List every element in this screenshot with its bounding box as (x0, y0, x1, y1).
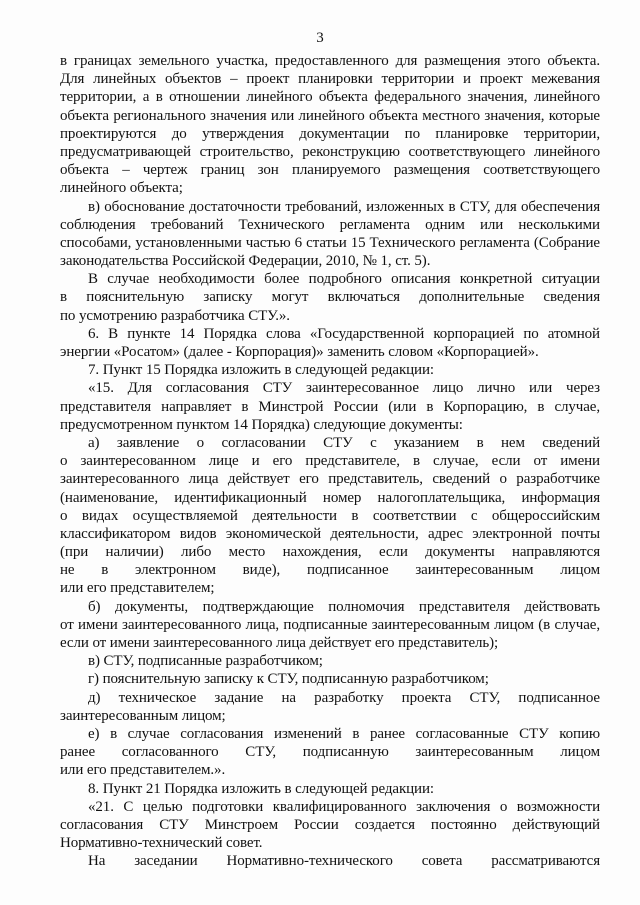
text-line: соблюдения требований Технического регламента одним или несколькими (60, 216, 600, 233)
text-line: предусматривающей строительство, реконструкцию соответствующего линейного (60, 143, 600, 160)
text-line: 6. В пункте 14 Порядка слова «Государственной корпорацией по атомной (88, 325, 600, 342)
text-line: от имени заинтересованного лица, подписанные заинтересованным лицом (в случае, (60, 616, 600, 633)
text-line: 7. Пункт 15 Порядка изложить в следующей редакции: (88, 362, 434, 379)
text-line: д) техническое задание на разработку проекта СТУ, подписанное (88, 689, 600, 706)
text-line: предусмотренном пунктом 14 Порядка) следующие документы: (60, 416, 463, 433)
text-line: проектируются до утверждения документации по планировке территории, (60, 125, 600, 142)
text-line: Нормативно-технический совет. (60, 835, 263, 852)
text-line: заинтересованным лицом; (60, 707, 226, 724)
text-line: 8. Пункт 21 Порядка изложить в следующей редакции: (88, 780, 434, 797)
text-line: классификатором видов экономической деятельности, адрес электронной почты (60, 525, 600, 542)
text-line: или его представителем; (60, 580, 215, 597)
text-line: территории, а в отношении линейного объекта федерального значения, линейного (60, 89, 600, 106)
text-line: (наименование, идентификационный номер налогоплательщика, информация (60, 489, 600, 506)
text-line: в) СТУ, подписанные разработчиком; (88, 653, 323, 670)
text-line: а) заявление о согласовании СТУ с указанием в нем сведений (88, 434, 600, 451)
text-line: представителя направляет в Минстрой России (или в Корпорацию, в случае, (60, 398, 600, 415)
text-line: не в электронном виде), подписанное заинтересованным лицом (60, 562, 600, 579)
text-line: ранее согласованного СТУ, подписанную заинтересованным лицом (60, 744, 600, 761)
text-line: по усмотрению разработчика СТУ.». (60, 307, 290, 324)
text-line: Для линейных объектов – проект планировки территории и проект межевания (60, 71, 600, 88)
text-line: о заинтересованном лице и его представителе, в случае, если от имени (60, 453, 600, 470)
text-line: энергии «Росатом» (далее - Корпорация)» заменить словом «Корпорацией». (60, 344, 539, 360)
text-line: объекта – чертеж границ зон планируемого размещения соответствующего (60, 162, 600, 179)
text-line: е) в случае согласования изменений в ранее согласованные СТУ копию (88, 725, 600, 742)
text-line: «21. С целью подготовки квалифицированного заключения о возможности (88, 798, 600, 815)
text-line: б) документы, подтверждающие полномочия представителя действовать (88, 598, 600, 615)
text-line: в границах земельного участка, предоставленного для размещения этого объекта. (60, 53, 600, 69)
text-line: законодательства Российской Федерации, 2010, № 1, ст. 5). (60, 253, 431, 270)
text-line: о видах осуществляемой деятельности в соответствии с общероссийским (60, 507, 600, 524)
text-line: в пояснительную записку могут включаться дополнительные сведения (60, 289, 600, 306)
text-line: На заседании Нормативно-технического совета рассматриваются (88, 853, 600, 870)
text-line: согласования СТУ Минстроем России создается постоянно действующий (60, 816, 600, 833)
page-number: 3 (316, 30, 324, 46)
text-line: (при наличии) либо место нахождения, если документы направляются (60, 544, 600, 561)
text-line: или его представителем.». (60, 762, 226, 779)
text-line: способами, установленными частью 6 статьи 15 Технического регламента (Собрание (60, 234, 600, 251)
text-line: В случае необходимости более подробного описания конкретной ситуации (88, 271, 600, 288)
text-line: если от имени заинтересованного лица действует его представитель); (60, 635, 499, 651)
text-line: в) обоснование достаточности требований, изложенных в СТУ, для обеспечения (88, 198, 600, 215)
text-line: г) пояснительную записку к СТУ, подписанную разработчиком; (88, 671, 489, 688)
text-line: объекта регионального значения или линейного объекта местного значения, которые (60, 107, 600, 124)
text-line: «15. Для согласования СТУ заинтересованное лицо лично или через (88, 380, 600, 397)
text-line: линейного объекта; (60, 180, 183, 197)
document-body (60, 52, 600, 870)
text-line: заинтересованного лица действует его представитель, сведений о разработчике (60, 471, 600, 488)
